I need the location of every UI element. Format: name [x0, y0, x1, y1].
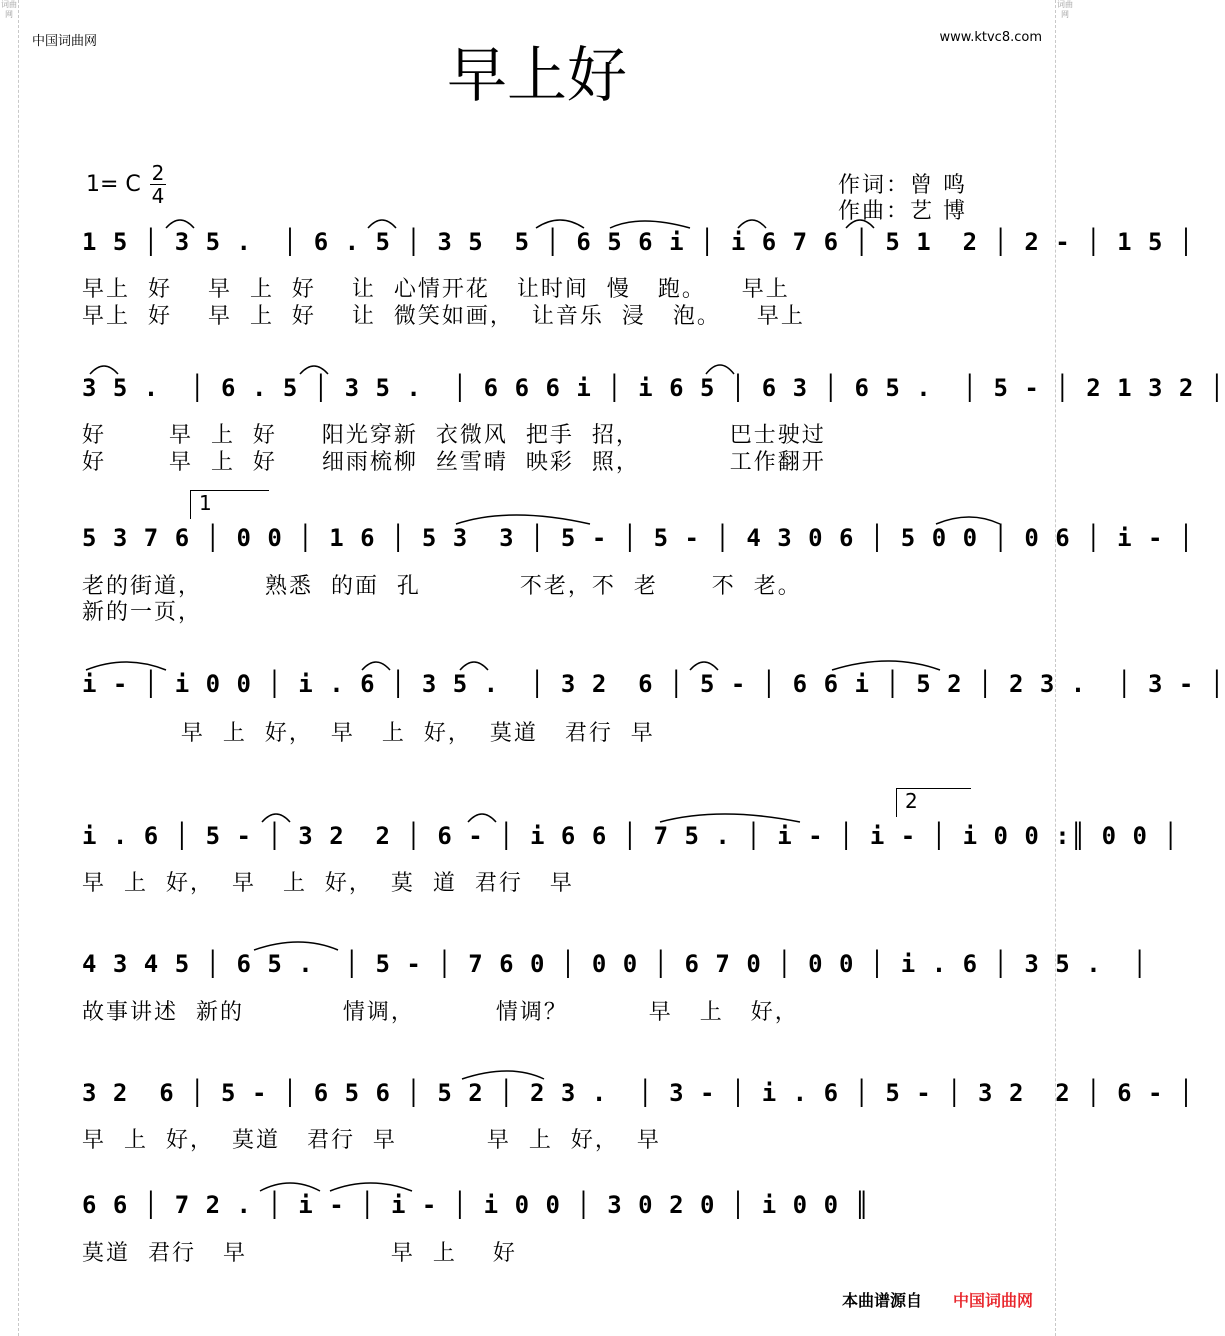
- source-site-link[interactable]: 中国词曲网: [953, 1291, 1034, 1310]
- slur: [468, 814, 496, 822]
- song-title: 早上好: [447, 41, 627, 111]
- lyrics-line-3b: 新的一页，: [82, 600, 203, 625]
- notation-line-3: 5 3 7 6 │ 0 0 │ 1 6 │ 5 3 3 │ 5 - │ 5 - │ 4 3 0 6 │ 5 0 0 │ 0 6 │ i - │: [82, 524, 1195, 552]
- slur: [460, 662, 488, 670]
- notation-line-1: 1 5 │ 3 5 . │ 6 . 5 │ 3 5 5 │ 6 5 6 i │ i 6 7 6 │ 5 1 2 │ 2 - │ 1 5 │: [82, 228, 1195, 256]
- lyricist-credit: 作词：曾 鸣: [838, 173, 967, 198]
- slur: [330, 1183, 412, 1191]
- slur: [262, 814, 290, 822]
- slur: [368, 220, 396, 228]
- lyrics-line-6: 故事讲述 新的 情调， 情调？ 早 上 好，: [82, 1000, 799, 1025]
- slur: [536, 220, 584, 228]
- slur: [260, 1183, 320, 1191]
- slur: [90, 366, 118, 374]
- slur: [166, 220, 194, 228]
- slur: [456, 515, 590, 524]
- slur: [936, 517, 1000, 524]
- lyrics-line-2b: 好 早 上 好 细雨梳柳 丝雪晴 映彩 照， 工作翻开: [82, 450, 826, 475]
- source-label: 本曲谱源自: [842, 1291, 923, 1310]
- slur: [362, 662, 390, 670]
- slur: [660, 814, 800, 822]
- side-watermark-text: 词曲网: [1057, 0, 1073, 19]
- slur: [300, 366, 328, 374]
- notation-line-5: i . 6 │ 5 - │ 3 2 2 │ 6 - │ i 6 6 │ 7 5 . │ i - │ i - │ i 0 0 :║ 0 0 │: [82, 822, 1179, 850]
- lyrics-line-1b: 早上 好 早 上 好 让 微笑如画， 让音乐 浸 泡。 早上: [82, 304, 805, 329]
- slur: [706, 365, 734, 374]
- lyrics-line-4: 早 上 好， 早 上 好， 莫道 君行 早: [82, 721, 655, 746]
- slur: [462, 1071, 544, 1079]
- slur: [690, 662, 718, 670]
- slur: [86, 662, 166, 670]
- slur: [254, 942, 338, 950]
- time-signature-top: 2: [151, 161, 165, 185]
- lyrics-line-2a: 好 早 上 好 阳光穿新 衣微风 把手 招， 巴士驶过: [82, 423, 826, 448]
- notation-line-6: 4 3 4 5 │ 6 5 . │ 5 - │ 7 6 0 │ 0 0 │ 6 7 0 │ 0 0 │ i . 6 │ 3 5 . │: [82, 950, 1148, 978]
- side-watermark-text: 词曲网: [1, 0, 17, 19]
- lyrics-line-3a: 老的街道， 熟悉 的面 孔 不老，不 老 不 老。: [82, 574, 802, 599]
- composer-credit: 作曲：艺 博: [838, 199, 967, 224]
- slur: [738, 220, 766, 228]
- site-name-header: 中国词曲网: [32, 34, 98, 49]
- volta-first-ending: 1: [190, 490, 269, 519]
- site-url-header: www.ktvc8.com: [939, 30, 1042, 45]
- slur: [610, 221, 690, 228]
- notation-line-8: 6 6 │ 7 2 . │ i - │ i - │ i 0 0 │ 3 0 2 0 │ i 0 0 ║: [82, 1191, 870, 1219]
- lyrics-line-8: 莫道 君行 早 早 上 好: [82, 1241, 517, 1266]
- lyrics-line-1a: 早上 好 早 上 好 让 心情开花 让时间 慢 跑。 早上: [82, 277, 790, 302]
- time-signature-bottom: 4: [151, 184, 165, 208]
- volta-second-ending: 2: [896, 788, 971, 817]
- notation-line-2: 3 5 . │ 6 . 5 │ 3 5 . │ 6 6 6 i │ i 6 5 │ 6 3 │ 6 5 . │ 5 - │ 2 1 3 2 │: [82, 374, 1225, 402]
- lyrics-line-7: 早 上 好， 莫道 君行 早 早 上 好， 早: [82, 1128, 661, 1153]
- key-signature: 1= C: [86, 172, 141, 197]
- notation-line-4: i - │ i 0 0 │ i . 6 │ 3 5 . │ 3 2 6 │ 5 - │ 6 6 i │ 5 2 │ 2 3 . │ 3 - │: [82, 670, 1225, 698]
- slur: [832, 661, 940, 670]
- notation-line-7: 3 2 6 │ 5 - │ 6 5 6 │ 5 2 │ 2 3 . │ 3 - │ i . 6 │ 5 - │ 3 2 2 │ 6 - │: [82, 1079, 1195, 1107]
- slur: [846, 220, 874, 228]
- lyrics-line-5: 早 上 好， 早 上 好， 莫 道 君行 早: [82, 871, 574, 896]
